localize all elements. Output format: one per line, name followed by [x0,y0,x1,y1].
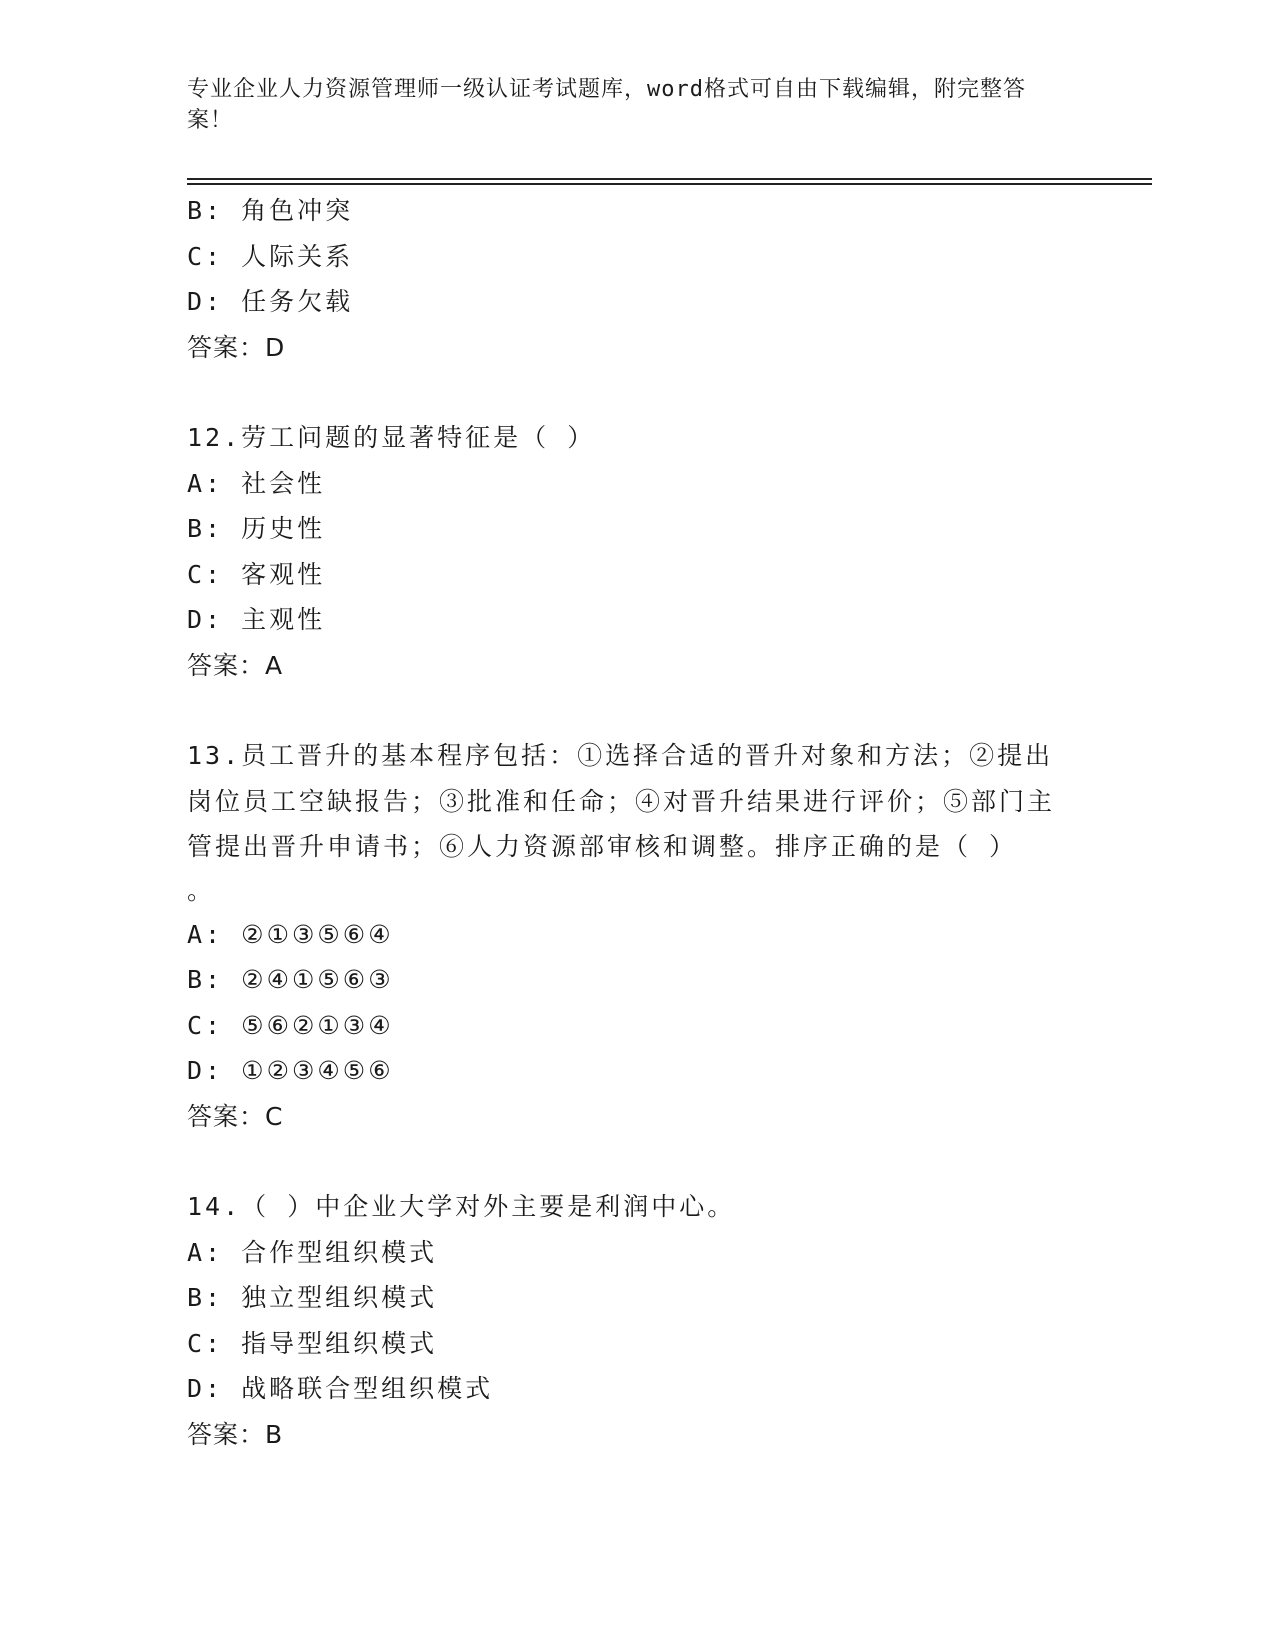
question-stem: 14.（ ）中企业大学对外主要是利润中心。 [187,1192,736,1221]
document-header: 专业企业人力资源管理师一级认证考试题库，word格式可自由下载编辑，附完整答案！ [187,77,1026,133]
option-a: A: ②①③⑤⑥④ [187,919,394,949]
answer-line: 答案：C [187,1101,284,1131]
question-partial [187,188,1087,370]
option-b: B: 历史性 [187,514,326,543]
question-stem-end: 。 [187,875,213,905]
question-14 [187,1184,1087,1457]
option-c: C: 客观性 [187,559,326,589]
answer-line: 答案：D [187,332,286,362]
option-d: D: ①②③④⑤⑥ [187,1056,394,1085]
option-d: D: 任务欠载 [187,287,354,316]
question-13 [187,733,1087,1139]
option-b: B: 角色冲突 [187,196,354,225]
question-stem: 12.劳工问题的显著特征是（ ） [187,423,596,452]
option-b: B: 独立型组织模式 [187,1283,438,1312]
header-divider-top [187,178,1152,180]
header-divider-bottom [187,183,1152,185]
option-a: A: 社会性 [187,468,326,498]
question-spacer [187,370,1087,415]
question-stem: 13.员工晋升的基本程序包括：①选择合适的晋升对象和方法；②提出岗位员工空缺报告；③批准和任命；④对晋升结果进行评价；⑤部门主管提出晋升申请书；⑥人力资源部审核和调整。排序正确的是（ ） [187,741,1056,861]
option-c: C: 指导型组织模式 [187,1328,438,1358]
option-c: C: ⑤⑥②①③④ [187,1010,394,1040]
option-d: D: 战略联合型组织模式 [187,1374,494,1403]
question-list [187,188,1087,1457]
question-12 [187,415,1087,688]
answer-line: 答案：A [187,650,284,680]
option-d: D: 主观性 [187,605,326,634]
question-spacer [187,688,1087,733]
answer-line: 答案：B [187,1419,284,1449]
option-b: B: ②④①⑤⑥③ [187,965,394,994]
option-a: A: 合作型组织模式 [187,1237,438,1267]
option-c: C: 人际关系 [187,241,354,271]
question-spacer [187,1139,1087,1184]
